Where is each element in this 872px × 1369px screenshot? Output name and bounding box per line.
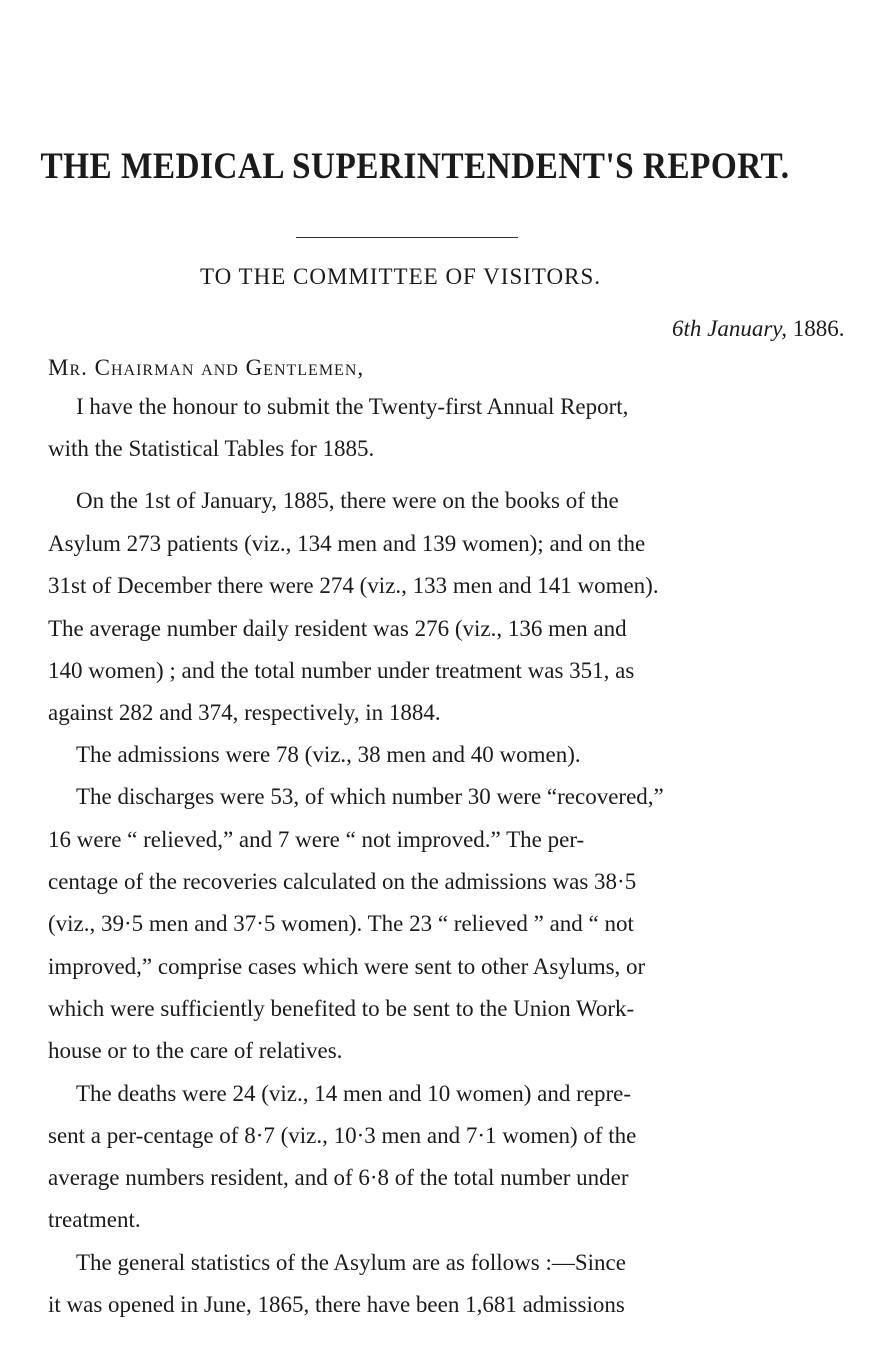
body-line: The deaths were 24 (viz., 14 men and 10 women) and repre- <box>76 1081 631 1106</box>
body-line: The admissions were 78 (viz., 38 men and 40 women). <box>76 742 581 767</box>
body-line: The discharges were 53, of which number 30 were “recovered,” <box>76 784 664 809</box>
body-line: treatment. <box>48 1207 141 1232</box>
body-line: against 282 and 374, respectively, in 1884. <box>48 700 441 725</box>
report-subtitle: TO THE COMMITTEE OF VISITORS. <box>199 264 602 289</box>
body-line: centage of the recoveries calculated on the admissions was 38·5 <box>48 869 637 894</box>
body-line: I have the honour to submit the Twenty-first Annual Report, <box>76 394 629 419</box>
body-line: which were sufficiently benefited to be sent to the Union Work- <box>48 996 635 1021</box>
body-line: The average number daily resident was 276 (viz., 136 men and <box>48 616 627 641</box>
body-line: sent a per-centage of 8·7 (viz., 10·3 men and 7·1 women) of the <box>48 1123 637 1148</box>
body-line: improved,” comprise cases which were sent to other Asylums, or <box>48 954 646 979</box>
body-line: 16 were “ relieved,” and 7 were “ not improved.” The per- <box>48 827 585 852</box>
title-rule <box>296 237 518 238</box>
body-line: 140 women) ; and the total number under treatment was 351, as <box>48 658 635 683</box>
report-title: THE MEDICAL SUPERINTENDENT'S REPORT. <box>40 146 790 187</box>
salutation: Mr. Chairman and Gentlemen, <box>48 355 365 380</box>
body-line: (viz., 39·5 men and 37·5 women). The 23 “ relieved ” and “ not <box>48 911 634 936</box>
date-day: 6th January, <box>672 316 787 341</box>
body-line: house or to the care of relatives. <box>48 1038 343 1063</box>
body-line: with the Statistical Tables for 1885. <box>48 436 375 461</box>
body-line: average numbers resident, and of 6·8 of the total number under <box>48 1165 629 1190</box>
date-year: 1886. <box>787 316 845 341</box>
body-line: On the 1st of January, 1885, there were on the books of the <box>76 488 619 513</box>
body-line: 31st of December there were 274 (viz., 133 men and 141 women). <box>48 573 659 598</box>
report-date <box>672 316 872 342</box>
body-line: Asylum 273 patients (viz., 134 men and 139 women); and on the <box>48 531 646 556</box>
body-line: The general statistics of the Asylum are as follows :—Since <box>76 1250 626 1275</box>
body-line: it was opened in June, 1865, there have been 1,681 admissions <box>48 1292 625 1317</box>
